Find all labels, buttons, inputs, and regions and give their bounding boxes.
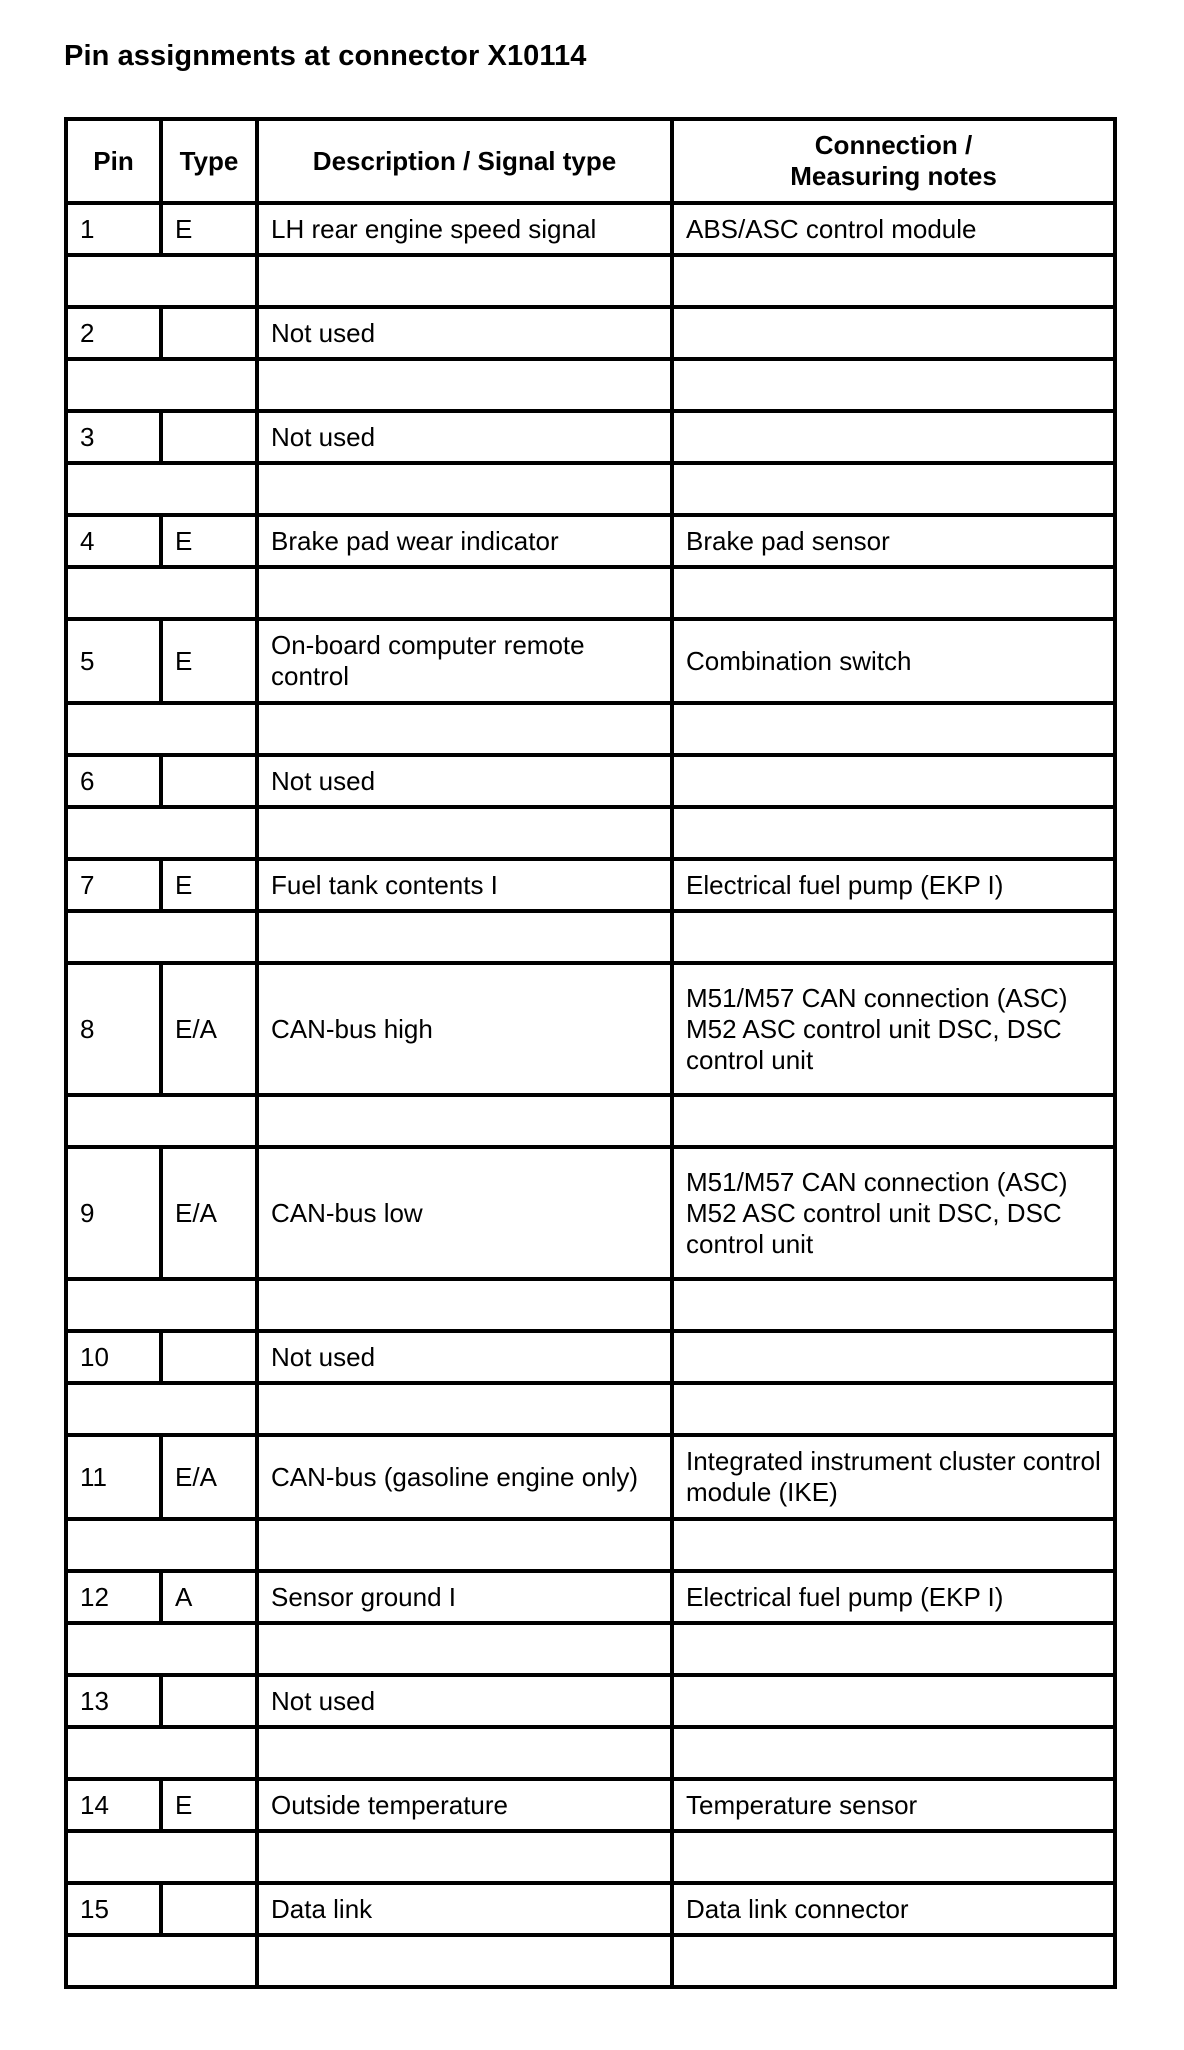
table-row bbox=[66, 515, 1115, 567]
description-cell: Not used bbox=[257, 307, 672, 359]
description-cell: Brake pad wear indicator bbox=[257, 515, 672, 567]
type-cell: E/A bbox=[161, 1435, 257, 1519]
type-cell: E bbox=[161, 203, 257, 255]
pin-cell: 12 bbox=[66, 1571, 161, 1623]
spacer-row bbox=[66, 1935, 1115, 1987]
description-cell: Outside temperature bbox=[257, 1779, 672, 1831]
pin-cell: 11 bbox=[66, 1435, 161, 1519]
header-description: Description / Signal type bbox=[257, 119, 672, 203]
type-cell bbox=[161, 755, 257, 807]
spacer-row bbox=[66, 359, 1115, 411]
spacer-row bbox=[66, 255, 1115, 307]
type-cell bbox=[161, 1331, 257, 1383]
pin-cell: 13 bbox=[66, 1675, 161, 1727]
pin-cell: 6 bbox=[66, 755, 161, 807]
table-row bbox=[66, 1435, 1115, 1519]
description-cell: Fuel tank contents I bbox=[257, 859, 672, 911]
connection-cell: Combination switch bbox=[672, 619, 1115, 703]
connection-cell bbox=[672, 1675, 1115, 1727]
page-title: Pin assignments at connector X10114 bbox=[64, 40, 587, 72]
description-cell: Not used bbox=[257, 411, 672, 463]
table-row bbox=[66, 859, 1115, 911]
spacer-row bbox=[66, 807, 1115, 859]
connection-cell: M51/M57 CAN connection (ASC) M52 ASC control unit DSC, DSC control unit bbox=[672, 963, 1115, 1095]
spacer-row bbox=[66, 1727, 1115, 1779]
connection-cell: Brake pad sensor bbox=[672, 515, 1115, 567]
header-pin: Pin bbox=[66, 119, 161, 203]
table-row bbox=[66, 963, 1115, 1095]
connection-cell: Electrical fuel pump (EKP I) bbox=[672, 1571, 1115, 1623]
spacer-row bbox=[66, 1279, 1115, 1331]
description-cell: CAN-bus high bbox=[257, 963, 672, 1095]
pin-cell: 2 bbox=[66, 307, 161, 359]
table-row bbox=[66, 411, 1115, 463]
table-row bbox=[66, 619, 1115, 703]
description-cell: On-board computer remote control bbox=[257, 619, 672, 703]
description-cell: Not used bbox=[257, 755, 672, 807]
header-connection-line1: Connection / bbox=[814, 130, 973, 160]
table-row bbox=[66, 203, 1115, 255]
type-cell bbox=[161, 1675, 257, 1727]
description-cell: Not used bbox=[257, 1675, 672, 1727]
table-row bbox=[66, 755, 1115, 807]
connection-cell: Integrated instrument cluster control module (IKE) bbox=[672, 1435, 1115, 1519]
table-row bbox=[66, 1331, 1115, 1383]
spacer-row bbox=[66, 1831, 1115, 1883]
header-connection-line2: Measuring notes bbox=[790, 161, 997, 191]
spacer-row bbox=[66, 1623, 1115, 1675]
type-cell: E bbox=[161, 515, 257, 567]
table-row bbox=[66, 1147, 1115, 1279]
table-row bbox=[66, 307, 1115, 359]
description-cell: LH rear engine speed signal bbox=[257, 203, 672, 255]
type-cell bbox=[161, 411, 257, 463]
table-row bbox=[66, 1779, 1115, 1831]
pin-cell: 15 bbox=[66, 1883, 161, 1935]
description-cell: Sensor ground I bbox=[257, 1571, 672, 1623]
pin-cell: 8 bbox=[66, 963, 161, 1095]
type-cell bbox=[161, 307, 257, 359]
type-cell: E/A bbox=[161, 963, 257, 1095]
type-cell bbox=[161, 1883, 257, 1935]
spacer-row bbox=[66, 1519, 1115, 1571]
description-cell: CAN-bus (gasoline engine only) bbox=[257, 1435, 672, 1519]
description-cell: Not used bbox=[257, 1331, 672, 1383]
header-type: Type bbox=[161, 119, 257, 203]
description-cell: Data link bbox=[257, 1883, 672, 1935]
connection-cell: M51/M57 CAN connection (ASC) M52 ASC control unit DSC, DSC control unit bbox=[672, 1147, 1115, 1279]
connection-cell bbox=[672, 411, 1115, 463]
table-row bbox=[66, 1675, 1115, 1727]
table-header-row bbox=[66, 119, 1115, 203]
table-row bbox=[66, 1883, 1115, 1935]
pin-cell: 14 bbox=[66, 1779, 161, 1831]
connection-cell bbox=[672, 1331, 1115, 1383]
type-cell: E bbox=[161, 619, 257, 703]
connection-cell bbox=[672, 755, 1115, 807]
spacer-row bbox=[66, 1383, 1115, 1435]
pin-cell: 7 bbox=[66, 859, 161, 911]
pin-cell: 4 bbox=[66, 515, 161, 567]
pin-cell: 10 bbox=[66, 1331, 161, 1383]
type-cell: E bbox=[161, 1779, 257, 1831]
spacer-row bbox=[66, 911, 1115, 963]
connection-cell: Data link connector bbox=[672, 1883, 1115, 1935]
pin-cell: 1 bbox=[66, 203, 161, 255]
type-cell: A bbox=[161, 1571, 257, 1623]
spacer-row bbox=[66, 567, 1115, 619]
connection-cell bbox=[672, 307, 1115, 359]
pin-cell: 5 bbox=[66, 619, 161, 703]
table-row bbox=[66, 1571, 1115, 1623]
connection-cell: ABS/ASC control module bbox=[672, 203, 1115, 255]
type-cell: E/A bbox=[161, 1147, 257, 1279]
description-cell: CAN-bus low bbox=[257, 1147, 672, 1279]
type-cell: E bbox=[161, 859, 257, 911]
header-connection bbox=[672, 119, 1115, 203]
spacer-row bbox=[66, 463, 1115, 515]
spacer-row bbox=[66, 703, 1115, 755]
connection-cell: Electrical fuel pump (EKP I) bbox=[672, 859, 1115, 911]
pin-cell: 9 bbox=[66, 1147, 161, 1279]
spacer-row bbox=[66, 1095, 1115, 1147]
connection-cell: Temperature sensor bbox=[672, 1779, 1115, 1831]
pin-cell: 3 bbox=[66, 411, 161, 463]
pin-assignment-table bbox=[64, 117, 1117, 1989]
